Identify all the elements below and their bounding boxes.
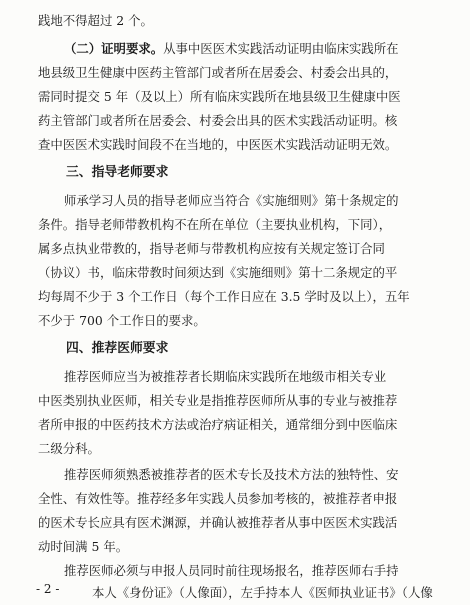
text-line: 条件。指导老师带教机构不在所在单位（主要执业机构，下同）， xyxy=(38,217,392,232)
text-line: 师承学习人员的指导老师应当符合《实施细则》第十条规定的 xyxy=(64,193,399,208)
text-span: 从事中医医术实践活动证明由临床实践所在 xyxy=(163,41,399,56)
text-line: 推荐医师须熟悉被推荐者的医术专长及技术方法的独特性、安 xyxy=(64,467,399,482)
text-line: 药主管部门或者所在居委会、村委会出具的医术实践活动证明。核 xyxy=(38,113,398,128)
text-line: 全性、有效性等。推荐经多年实践人员参加考核的，被推荐者申报 xyxy=(38,491,398,506)
text-line xyxy=(64,40,450,58)
text-line: 的医术专长应具有医术渊源，并确认被推荐者从事中医医术实践活 xyxy=(38,515,398,530)
text-line: （协议）书，临床带教时间须达到《实施细则》第十二条规定的平 xyxy=(38,265,398,280)
text-line: 者所申报的中医药技术方法或治疗病证相关，通常细分到中医临床 xyxy=(38,417,398,432)
section-heading: 四、推荐医师要求 xyxy=(66,341,169,356)
text-line: 践地不得超过 2 个。 xyxy=(38,13,153,28)
page-number: - 2 - xyxy=(36,582,60,596)
text-line: 二级分科。 xyxy=(38,441,100,456)
text-line: 不少于 700 个工作日的要求。 xyxy=(38,313,206,328)
text-line: 属多点执业带教的，指导老师与带教机构应按有关规定签订合同 xyxy=(38,241,385,256)
text-line: 地县级卫生健康中医药主管部门或者所在居委会、村委会出具的， xyxy=(38,65,398,80)
subsection-heading: （二）证明要求。 xyxy=(64,41,164,56)
text-line: 本人《身份证》（人像面），左手持本人《医师执业证书》（人像 xyxy=(92,585,433,600)
text-line: 推荐医师应当为被推荐者长期临床实践所在地级市相关专业 xyxy=(64,369,387,384)
text-line: 需同时提交 5 年（及以上）所有临床实践所在地县级卫生健康中医 xyxy=(38,89,401,104)
section-heading: 三、指导老师要求 xyxy=(66,165,169,180)
text-line: 均每周不少于 3 个工作日（每个工作日应在 3.5 学时及以上），五年 xyxy=(38,289,410,304)
text-line: 中医类别执业医师，相关专业是指推荐医师所从事的专业与被推荐 xyxy=(38,393,398,408)
text-line: 推荐医师必须与申报人员同时前往现场报名，推荐医师右手持 xyxy=(64,563,399,578)
text-line: 查中医医术实践时间段不在当地的，中医医术实践活动证明无效。 xyxy=(38,137,398,152)
text-line: 动时间满 5 年。 xyxy=(38,539,129,554)
